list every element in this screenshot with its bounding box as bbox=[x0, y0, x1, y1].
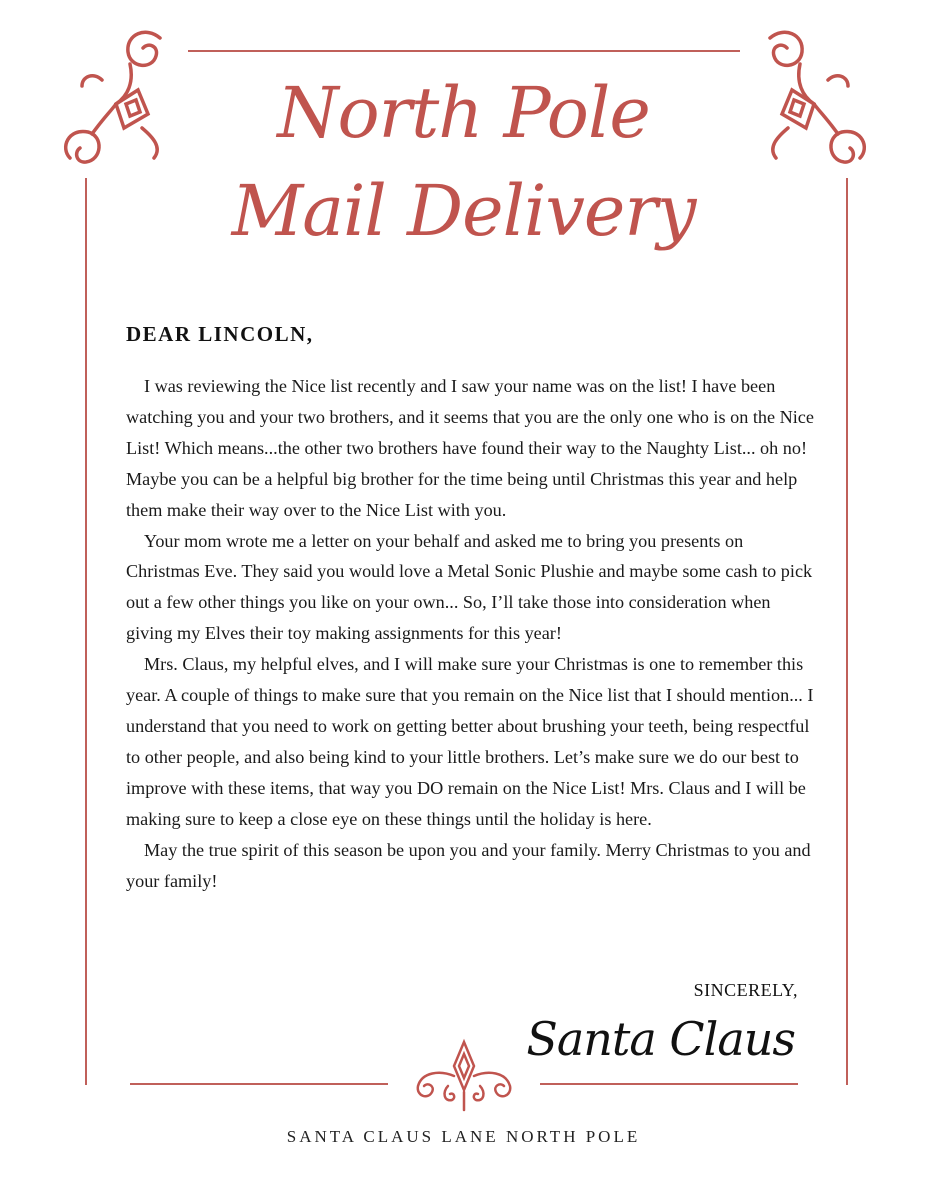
top-border-line bbox=[188, 50, 740, 52]
paragraph: Your mom wrote me a letter on your behalf and asked me to bring you presents on Christmas Eve. They said you would love a Metal Sonic Plushie and maybe some cash to pick out a few other things you like on your own... So, I’ll take those into consideration when giving my Elves their toy making assignments for this year! bbox=[126, 530, 813, 644]
right-border-line bbox=[846, 178, 848, 1085]
closing: SINCERELY, bbox=[693, 980, 798, 1000]
signature: Santa Claus bbox=[526, 1012, 795, 1066]
paragraph: Mrs. Claus, my helpful elves, and I will make sure your Christmas is one to remember this year. A couple of things to make sure that you remain on the Nice list that I should mention... I understand that you need to work on getting better about brushing your teeth, being respectful to other people, and also being kind to your little brothers. Let’s make sure we do our best to improve with these items, that way you DO remain on the Nice List! Mrs. Claus and I will be making sure to keep a close eye on these things until the holiday is here. bbox=[126, 654, 814, 829]
flourish-bottom-icon bbox=[404, 1036, 524, 1116]
paragraph: I was reviewing the Nice list recently and I saw your name was on the list! I have been watching you and your two brothers, and it seems that you are the only one who is on the Nice List! Which means...the other two brothers have found their way to the Naughty List... oh no! Maybe you can be a helpful big brother for the time being until Christmas this year and help them make their way over to the Nice List with you. bbox=[126, 376, 814, 520]
greeting: DEAR LINCOLN, bbox=[126, 322, 314, 346]
left-border-line bbox=[85, 178, 87, 1085]
footer-address: SANTA CLAUS LANE NORTH POLE bbox=[286, 1127, 641, 1146]
letter-title-line2: Mail Delivery bbox=[231, 170, 696, 252]
letter-title-line1: North Pole bbox=[277, 72, 650, 154]
bottom-border-line-left bbox=[130, 1083, 388, 1085]
letter-body bbox=[126, 371, 816, 896]
bottom-border-line-right bbox=[540, 1083, 798, 1085]
paragraph: May the true spirit of this season be upon you and your family. Merry Christmas to you and your family! bbox=[126, 839, 811, 891]
